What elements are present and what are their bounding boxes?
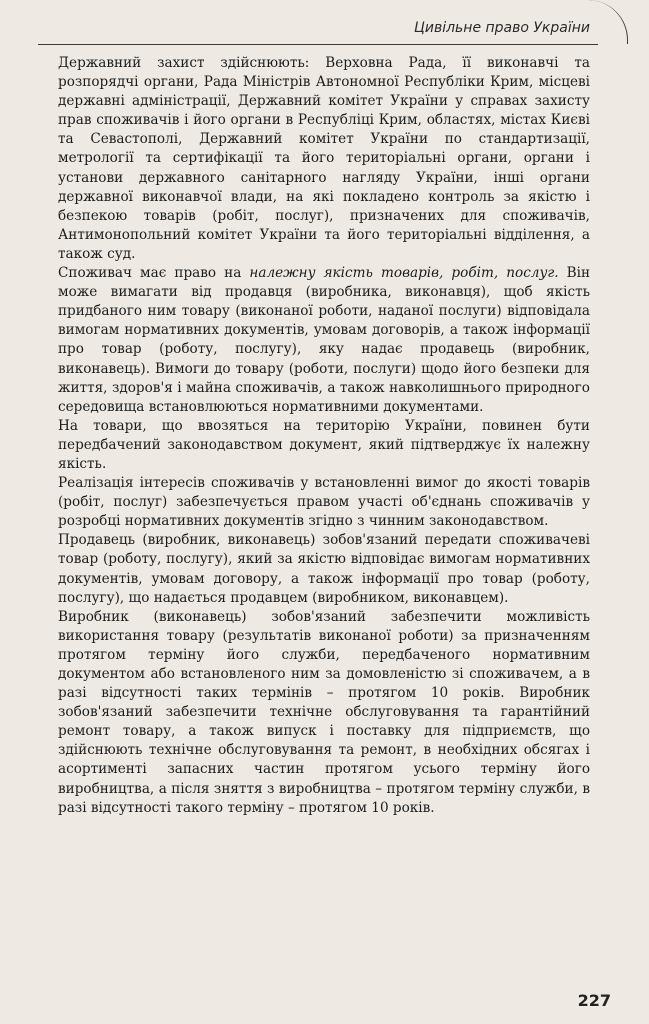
paragraph: На товари, що ввозяться на територію України, повинен бути передбачений законодавством документ, який підтверджує їх належну якість. <box>58 417 590 472</box>
paragraph: Реалізація інтересів споживачів у встановленні вимог до якості товарів (робіт, послуг) забезпечується правом участі об'єднань споживачів у розробці нормативних документів згідно з чинним законодавством. <box>58 475 590 530</box>
paragraph-rest: Він може вимагати від продавця (виробника, виконавця), щоб якість придбаного ним товару (виконаної роботи, наданої послуги) відповідала вимогам нормативних документів, умовам договорів, а також інформації про товар (роботу, послугу), яку надає продавець (виробник, виконавець). Вимоги до товару (роботи, послуги) щодо його безпеки для життя, здоров'я і майна споживачів, а також навколишнього природного середовища встановлюються нормативними документами. <box>58 265 591 415</box>
header-rule-curve <box>587 0 628 44</box>
paragraph-emphasis: належну якість товарів, робіт, послуг. <box>249 265 559 282</box>
running-header-title: Цивільне право України <box>413 20 590 36</box>
paragraph: Виробник (виконавець) зобов'язаний забезпечити можливість використання товару (результатів виконаної роботи) за призначенням протягом терміну його служби, передбаченого нормативним документом або встановленого ним за домовленістю зі споживачем, а в разі відсутності таких термінів – протягом 10 років. Виробник зобов'язаний забезпечити технічне обслуговування та гарантійний ремонт товару, а також випуск і поставку для підприємств, що здійснюють технічне обслуговування та ремонт, в необхідних обсягах і асортименті запасних частин протягом усього терміну його виробництва, а після зняття з виробництва – протягом терміну служби, в разі відсутності такого терміну – протягом 10 років. <box>58 608 590 816</box>
paragraph: Продавець (виробник, виконавець) зобов'язаний передати споживачеві товар (роботу, послугу), який за якістю відповідає вимогам нормативних документів, умовам договору, а також інформації про товар (роботу, послугу), що надається продавцем (виробником, виконавцем). <box>58 532 590 606</box>
paragraph-lead: Споживач має право на <box>58 265 250 282</box>
paragraph: Державний захист здійснюють: Верховна Рада, її виконавчі та розпорядчі органи, Рада Міністрів Автономної Республіки Крим, місцеві державні адміністрації, Державний комітет України у справах захисту прав споживачів і його органи в Республіці Крим, областях, містах Києві та Севастополі, Державний комітет України по стандартизації, метрології та сертифікації та його територіальні органи, органи і установи державного санітарного нагляду України, інші органи державної виконавчої влади, на які покладено контроль за якістю і безпекою товарів (робіт, послуг), призначених для споживачів, Антимонопольний комітет України та його територіальні відділення, а також суд. <box>58 55 590 262</box>
paragraph <box>58 264 590 417</box>
running-header <box>38 0 598 45</box>
page-body <box>58 54 590 818</box>
page-number: 227 <box>577 991 611 1010</box>
